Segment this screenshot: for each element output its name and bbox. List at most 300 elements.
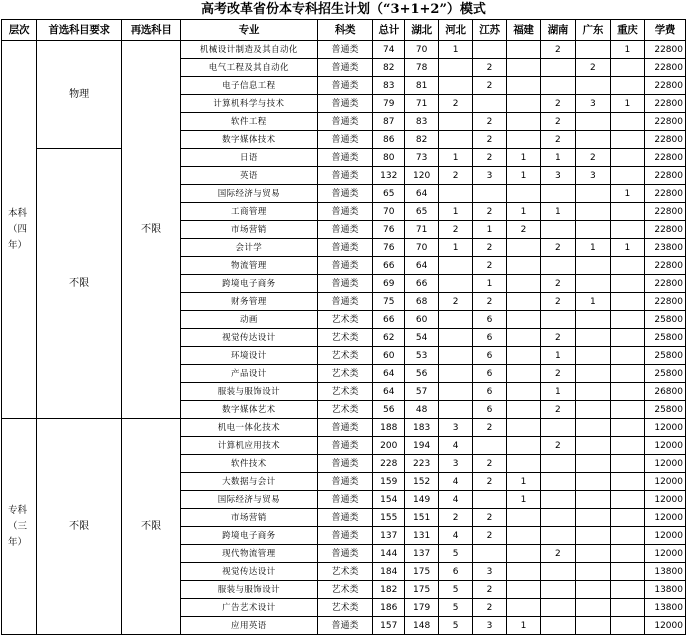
- tuition-cell: 22800: [644, 293, 685, 311]
- total-cell: 69: [373, 275, 405, 293]
- tuition-cell: 12000: [644, 545, 685, 563]
- fujian-cell: [506, 329, 540, 347]
- major-cell: 软件工程: [180, 113, 317, 131]
- major-cell: 数字媒体艺术: [180, 401, 317, 419]
- tuition-cell: 22800: [644, 185, 685, 203]
- column-header: 福建: [506, 20, 540, 41]
- jiangsu-cell: 6: [473, 311, 507, 329]
- jiangsu-cell: 1: [473, 221, 507, 239]
- fujian-cell: [506, 455, 540, 473]
- hunan-cell: [540, 59, 575, 77]
- guangdong-cell: 1: [575, 239, 610, 257]
- major-cell: 视觉传达设计: [180, 563, 317, 581]
- fujian-cell: [506, 275, 540, 293]
- fujian-cell: [506, 293, 540, 311]
- admission-plan-table: [1, 19, 686, 635]
- total-cell: 228: [373, 455, 405, 473]
- document-title: 高考改革省份本专科招生计划（“3+1+2”）模式: [201, 2, 486, 17]
- category-cell: 普通类: [317, 617, 373, 635]
- major-cell: 产品设计: [180, 365, 317, 383]
- guangdong-cell: [575, 257, 610, 275]
- tuition-cell: 22800: [644, 257, 685, 275]
- guangdong-cell: [575, 581, 610, 599]
- chongqing-cell: [610, 365, 644, 383]
- chongqing-cell: [610, 491, 644, 509]
- jiangsu-cell: 2: [473, 149, 507, 167]
- hebei-cell: [439, 401, 473, 419]
- tuition-cell: 12000: [644, 527, 685, 545]
- total-cell: 56: [373, 401, 405, 419]
- hunan-cell: [540, 527, 575, 545]
- hebei-cell: 4: [439, 491, 473, 509]
- column-header: 层次: [2, 20, 37, 41]
- chongqing-cell: 1: [610, 185, 644, 203]
- hebei-cell: 1: [439, 239, 473, 257]
- hubei-cell: 81: [405, 77, 439, 95]
- hunan-cell: 2: [540, 275, 575, 293]
- tuition-cell: 22800: [644, 59, 685, 77]
- jiangsu-cell: [473, 41, 507, 59]
- chongqing-cell: [610, 149, 644, 167]
- major-cell: 服装与服饰设计: [180, 581, 317, 599]
- fujian-cell: 2: [506, 221, 540, 239]
- jiangsu-cell: 3: [473, 563, 507, 581]
- hubei-cell: 131: [405, 527, 439, 545]
- column-header: 重庆: [610, 20, 644, 41]
- total-cell: 188: [373, 419, 405, 437]
- jiangsu-cell: 2: [473, 581, 507, 599]
- guangdong-cell: [575, 599, 610, 617]
- fujian-cell: [506, 347, 540, 365]
- hebei-cell: 4: [439, 437, 473, 455]
- category-cell: 艺术类: [317, 563, 373, 581]
- column-header: 学费: [644, 20, 685, 41]
- total-cell: 132: [373, 167, 405, 185]
- hubei-cell: 120: [405, 167, 439, 185]
- total-cell: 83: [373, 77, 405, 95]
- major-cell: 跨境电子商务: [180, 527, 317, 545]
- hunan-cell: 2: [540, 95, 575, 113]
- guangdong-cell: [575, 545, 610, 563]
- jiangsu-cell: 2: [473, 77, 507, 95]
- table-row: [2, 41, 686, 59]
- tuition-cell: 12000: [644, 419, 685, 437]
- chongqing-cell: 1: [610, 41, 644, 59]
- hunan-cell: 2: [540, 41, 575, 59]
- fujian-cell: [506, 401, 540, 419]
- hunan-cell: 2: [540, 401, 575, 419]
- jiangsu-cell: 2: [473, 203, 507, 221]
- major-cell: 数字媒体技术: [180, 131, 317, 149]
- major-cell: 英语: [180, 167, 317, 185]
- guangdong-cell: [575, 509, 610, 527]
- tuition-cell: 25800: [644, 347, 685, 365]
- guangdong-cell: [575, 185, 610, 203]
- guangdong-cell: [575, 419, 610, 437]
- major-cell: 财务管理: [180, 293, 317, 311]
- total-cell: 82: [373, 59, 405, 77]
- tuition-cell: 23800: [644, 239, 685, 257]
- hunan-cell: 1: [540, 203, 575, 221]
- chongqing-cell: [610, 275, 644, 293]
- column-header: 广东: [575, 20, 610, 41]
- jiangsu-cell: 6: [473, 347, 507, 365]
- major-cell: 现代物流管理: [180, 545, 317, 563]
- chongqing-cell: [610, 77, 644, 95]
- major-cell: 国际经济与贸易: [180, 185, 317, 203]
- hebei-cell: 4: [439, 527, 473, 545]
- hebei-cell: 5: [439, 545, 473, 563]
- category-cell: 普通类: [317, 491, 373, 509]
- jiangsu-cell: 6: [473, 401, 507, 419]
- hunan-cell: 1: [540, 149, 575, 167]
- chongqing-cell: [610, 617, 644, 635]
- chongqing-cell: [610, 545, 644, 563]
- major-cell: 视觉传达设计: [180, 329, 317, 347]
- hebei-cell: 1: [439, 203, 473, 221]
- table-row: [2, 149, 686, 167]
- tuition-cell: 12000: [644, 491, 685, 509]
- category-cell: 普通类: [317, 221, 373, 239]
- total-cell: 76: [373, 221, 405, 239]
- hubei-cell: 82: [405, 131, 439, 149]
- hebei-cell: 3: [439, 455, 473, 473]
- chongqing-cell: [610, 455, 644, 473]
- hebei-cell: [439, 311, 473, 329]
- guangdong-cell: [575, 131, 610, 149]
- major-cell: 大数据与会计: [180, 473, 317, 491]
- guangdong-cell: [575, 203, 610, 221]
- chongqing-cell: [610, 599, 644, 617]
- hunan-cell: [540, 581, 575, 599]
- fujian-cell: 1: [506, 203, 540, 221]
- hubei-cell: 64: [405, 257, 439, 275]
- hunan-cell: [540, 257, 575, 275]
- hubei-cell: 57: [405, 383, 439, 401]
- level-line: 年）: [7, 536, 27, 548]
- jiangsu-cell: 2: [473, 239, 507, 257]
- hunan-cell: [540, 509, 575, 527]
- fujian-cell: [506, 95, 540, 113]
- total-cell: 200: [373, 437, 405, 455]
- level-college: [2, 419, 37, 635]
- tuition-cell: 22800: [644, 41, 685, 59]
- fujian-cell: [506, 527, 540, 545]
- category-cell: 普通类: [317, 437, 373, 455]
- fujian-cell: [506, 257, 540, 275]
- total-cell: 66: [373, 311, 405, 329]
- hunan-cell: [540, 491, 575, 509]
- hebei-cell: [439, 77, 473, 95]
- guangdong-cell: [575, 329, 610, 347]
- hubei-cell: 223: [405, 455, 439, 473]
- major-cell: 工商管理: [180, 203, 317, 221]
- column-header: 江苏: [473, 20, 507, 41]
- hubei-cell: 48: [405, 401, 439, 419]
- total-cell: 79: [373, 95, 405, 113]
- category-cell: 普通类: [317, 239, 373, 257]
- table-body: [2, 41, 686, 635]
- guangdong-cell: [575, 617, 610, 635]
- hubei-cell: 148: [405, 617, 439, 635]
- hubei-cell: 78: [405, 59, 439, 77]
- category-cell: 普通类: [317, 185, 373, 203]
- major-cell: 机电一体化技术: [180, 419, 317, 437]
- hubei-cell: 70: [405, 239, 439, 257]
- jiangsu-cell: 6: [473, 329, 507, 347]
- total-cell: 137: [373, 527, 405, 545]
- chongqing-cell: [610, 473, 644, 491]
- jiangsu-cell: 2: [473, 293, 507, 311]
- tuition-cell: 22800: [644, 77, 685, 95]
- guangdong-cell: 3: [575, 95, 610, 113]
- jiangsu-cell: 2: [473, 599, 507, 617]
- total-cell: 76: [373, 239, 405, 257]
- hubei-cell: 152: [405, 473, 439, 491]
- category-cell: 普通类: [317, 95, 373, 113]
- hunan-cell: [540, 455, 575, 473]
- tuition-cell: 12000: [644, 509, 685, 527]
- column-header: 首选科目要求: [36, 20, 121, 41]
- jiangsu-cell: [473, 437, 507, 455]
- fujian-cell: 1: [506, 491, 540, 509]
- fujian-cell: [506, 365, 540, 383]
- fujian-cell: 1: [506, 617, 540, 635]
- hunan-cell: 1: [540, 347, 575, 365]
- major-cell: 机械设计制造及其自动化: [180, 41, 317, 59]
- hebei-cell: 1: [439, 41, 473, 59]
- admission-plan-document: [1, 0, 686, 635]
- tuition-cell: 25800: [644, 329, 685, 347]
- hebei-cell: [439, 383, 473, 401]
- hunan-cell: 2: [540, 113, 575, 131]
- total-cell: 74: [373, 41, 405, 59]
- chongqing-cell: [610, 293, 644, 311]
- column-header: 总计: [373, 20, 405, 41]
- major-cell: 计算机科学与技术: [180, 95, 317, 113]
- level-line: （三: [7, 520, 27, 532]
- chongqing-cell: [610, 113, 644, 131]
- jiangsu-cell: 2: [473, 473, 507, 491]
- tuition-cell: 12000: [644, 473, 685, 491]
- category-cell: 普通类: [317, 257, 373, 275]
- first-subject-unlimited: 不限: [36, 149, 121, 419]
- total-cell: 186: [373, 599, 405, 617]
- fujian-cell: [506, 239, 540, 257]
- hebei-cell: 2: [439, 95, 473, 113]
- category-cell: 普通类: [317, 527, 373, 545]
- hebei-cell: 2: [439, 167, 473, 185]
- chongqing-cell: [610, 383, 644, 401]
- hebei-cell: 5: [439, 599, 473, 617]
- jiangsu-cell: 2: [473, 509, 507, 527]
- guangdong-cell: [575, 527, 610, 545]
- category-cell: 艺术类: [317, 329, 373, 347]
- chongqing-cell: [610, 167, 644, 185]
- hubei-cell: 175: [405, 563, 439, 581]
- hunan-cell: 3: [540, 167, 575, 185]
- major-cell: 国际经济与贸易: [180, 491, 317, 509]
- column-header: 专业: [180, 20, 317, 41]
- fujian-cell: 1: [506, 167, 540, 185]
- total-cell: 154: [373, 491, 405, 509]
- category-cell: 艺术类: [317, 311, 373, 329]
- chongqing-cell: [610, 563, 644, 581]
- category-cell: 普通类: [317, 59, 373, 77]
- hubei-cell: 194: [405, 437, 439, 455]
- fujian-cell: [506, 311, 540, 329]
- hunan-cell: 2: [540, 239, 575, 257]
- chongqing-cell: [610, 311, 644, 329]
- category-cell: 普通类: [317, 293, 373, 311]
- major-cell: 动画: [180, 311, 317, 329]
- tuition-cell: 22800: [644, 275, 685, 293]
- first-subject-physics: 物理: [36, 41, 121, 149]
- jiangsu-cell: 2: [473, 527, 507, 545]
- hebei-cell: 2: [439, 509, 473, 527]
- tuition-cell: 22800: [644, 221, 685, 239]
- major-cell: 软件技术: [180, 455, 317, 473]
- jiangsu-cell: 3: [473, 617, 507, 635]
- major-cell: 市场营销: [180, 221, 317, 239]
- jiangsu-cell: 2: [473, 419, 507, 437]
- tuition-cell: 25800: [644, 401, 685, 419]
- hebei-cell: 4: [439, 473, 473, 491]
- category-cell: 普通类: [317, 41, 373, 59]
- tuition-cell: 22800: [644, 113, 685, 131]
- guangdong-cell: [575, 383, 610, 401]
- fujian-cell: [506, 113, 540, 131]
- category-cell: 普通类: [317, 203, 373, 221]
- fujian-cell: [506, 131, 540, 149]
- major-cell: 计算机应用技术: [180, 437, 317, 455]
- total-cell: 70: [373, 203, 405, 221]
- jiangsu-cell: 2: [473, 59, 507, 77]
- fujian-cell: [506, 41, 540, 59]
- guangdong-cell: [575, 437, 610, 455]
- hunan-cell: [540, 221, 575, 239]
- hubei-cell: 66: [405, 275, 439, 293]
- category-cell: 普通类: [317, 149, 373, 167]
- level-line: （四: [7, 223, 27, 235]
- hubei-cell: 64: [405, 185, 439, 203]
- level-line: 本科: [7, 207, 27, 219]
- fujian-cell: [506, 581, 540, 599]
- major-cell: 环境设计: [180, 347, 317, 365]
- major-cell: 会计学: [180, 239, 317, 257]
- guangdong-cell: [575, 311, 610, 329]
- hubei-cell: 83: [405, 113, 439, 131]
- jiangsu-cell: [473, 185, 507, 203]
- level-bachelor: [2, 41, 37, 419]
- hunan-cell: [540, 185, 575, 203]
- tuition-cell: 22800: [644, 95, 685, 113]
- guangdong-cell: [575, 365, 610, 383]
- hebei-cell: [439, 59, 473, 77]
- fujian-cell: 1: [506, 473, 540, 491]
- jiangsu-cell: 1: [473, 275, 507, 293]
- tuition-cell: 25800: [644, 311, 685, 329]
- hunan-cell: 2: [540, 437, 575, 455]
- level-line: 年）: [7, 239, 27, 251]
- column-header: 湖南: [540, 20, 575, 41]
- total-cell: 157: [373, 617, 405, 635]
- hebei-cell: 2: [439, 221, 473, 239]
- column-header: 河北: [439, 20, 473, 41]
- total-cell: 75: [373, 293, 405, 311]
- chongqing-cell: 1: [610, 95, 644, 113]
- first-subject-unlimited-college: 不限: [36, 419, 121, 635]
- jiangsu-cell: 6: [473, 365, 507, 383]
- level-bachelor-text: [8, 206, 30, 254]
- jiangsu-cell: 2: [473, 455, 507, 473]
- fujian-cell: [506, 545, 540, 563]
- category-cell: 艺术类: [317, 365, 373, 383]
- column-header: 湖北: [405, 20, 439, 41]
- tuition-cell: 13800: [644, 599, 685, 617]
- second-subject-unlimited: 不限: [122, 41, 181, 419]
- level-college-text: [8, 503, 30, 551]
- guangdong-cell: [575, 401, 610, 419]
- chongqing-cell: [610, 203, 644, 221]
- category-cell: 普通类: [317, 509, 373, 527]
- hubei-cell: 56: [405, 365, 439, 383]
- hubei-cell: 65: [405, 203, 439, 221]
- category-cell: 艺术类: [317, 401, 373, 419]
- chongqing-cell: 1: [610, 239, 644, 257]
- chongqing-cell: [610, 581, 644, 599]
- tuition-cell: 12000: [644, 617, 685, 635]
- second-subject-unlimited-college: 不限: [122, 419, 181, 635]
- category-cell: 普通类: [317, 455, 373, 473]
- category-cell: 艺术类: [317, 383, 373, 401]
- major-cell: 日语: [180, 149, 317, 167]
- guangdong-cell: 1: [575, 293, 610, 311]
- major-cell: 跨境电子商务: [180, 275, 317, 293]
- jiangsu-cell: 2: [473, 257, 507, 275]
- total-cell: 159: [373, 473, 405, 491]
- level-line: 专科: [7, 504, 27, 516]
- hubei-cell: 137: [405, 545, 439, 563]
- total-cell: 155: [373, 509, 405, 527]
- hebei-cell: [439, 365, 473, 383]
- fujian-cell: [506, 383, 540, 401]
- hubei-cell: 71: [405, 95, 439, 113]
- category-cell: 普通类: [317, 545, 373, 563]
- hebei-cell: 5: [439, 617, 473, 635]
- category-cell: 普通类: [317, 167, 373, 185]
- hebei-cell: 1: [439, 149, 473, 167]
- major-cell: 电子信息工程: [180, 77, 317, 95]
- hunan-cell: [540, 473, 575, 491]
- chongqing-cell: [610, 437, 644, 455]
- category-cell: 普通类: [317, 113, 373, 131]
- major-cell: 电气工程及其自动化: [180, 59, 317, 77]
- hunan-cell: [540, 599, 575, 617]
- category-cell: 艺术类: [317, 599, 373, 617]
- guangdong-cell: [575, 113, 610, 131]
- chongqing-cell: [610, 401, 644, 419]
- hubei-cell: 151: [405, 509, 439, 527]
- table-row: [2, 419, 686, 437]
- hubei-cell: 71: [405, 221, 439, 239]
- total-cell: 182: [373, 581, 405, 599]
- hubei-cell: 175: [405, 581, 439, 599]
- tuition-cell: 12000: [644, 437, 685, 455]
- hebei-cell: [439, 131, 473, 149]
- jiangsu-cell: 6: [473, 383, 507, 401]
- tuition-cell: 12000: [644, 455, 685, 473]
